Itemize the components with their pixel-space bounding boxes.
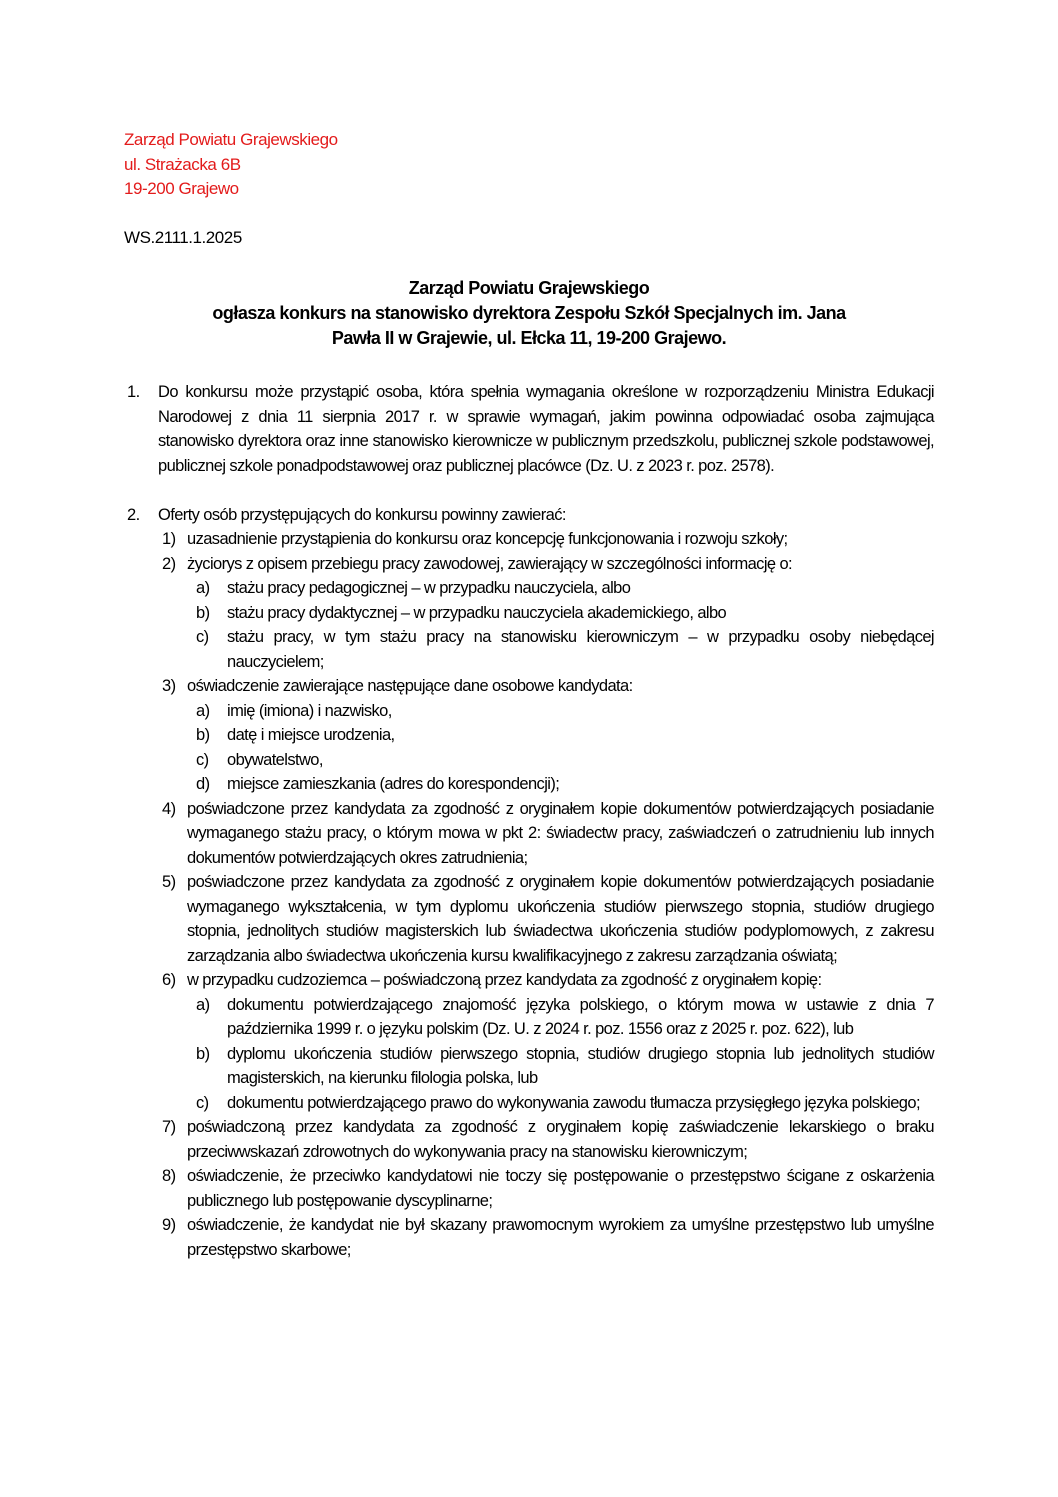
- subitem-text: obywatelstwo,: [227, 750, 323, 769]
- item-text: oświadczenie, że przeciwko kandydatowi nie toczy się postępowanie o przestępstwo ścigane z oskarżenia publicznego lub postępowanie dyscyplinarne;: [187, 1167, 934, 1210]
- item-number: 3): [162, 677, 176, 695]
- subitem-text: stażu pracy pedagogicznej – w przypadku nauczyciela, albo: [227, 579, 631, 597]
- subitem-text: stażu pracy, w tym stażu pracy na stanowisku kierowniczym – w przypadku osoby niebędącej nauczycielem;: [227, 628, 934, 671]
- subitem-letter: c): [196, 750, 209, 769]
- title-line: ogłasza konkurs na stanowisko dyrektora Zespołu Szkół Specjalnych im. Jana: [212, 303, 846, 323]
- requirement-item: [158, 1164, 934, 1213]
- requirement-subitem: [187, 1091, 934, 1116]
- item-number: 6): [162, 971, 176, 989]
- item-text: poświadczone przez kandydata za zgodność z oryginałem kopie dokumentów potwierdzających posiadanie wymaganego wykształcenia, w tym dyplomu ukończenia studiów pierwszego stopnia, studiów drugiego stopnia, jednolitych studiów magisterskich lub świadectwa ukończenia studiów podyplomowych, z zakresu zarządzania albo świadectwa ukończenia kursu kwalifikacyjnego z zakresu zarządzania oświatą;: [187, 873, 934, 965]
- requirement-subitem: [187, 723, 934, 748]
- item-number: 9): [162, 1216, 176, 1234]
- requirement-item: [158, 552, 934, 577]
- subitem-letter: a): [196, 701, 210, 720]
- reference-number: WS.2111.1.2025: [124, 228, 242, 247]
- subitem-text: imię (imiona) i nazwisko,: [227, 701, 392, 720]
- subitem-letter: b): [196, 726, 210, 744]
- item-number: 1): [162, 530, 176, 548]
- requirement-item: [158, 968, 934, 993]
- document-body: [124, 380, 934, 1262]
- section-2: [124, 503, 934, 528]
- requirement-item: [158, 674, 934, 699]
- subitem-text: dokumentu potwierdzającego prawo do wykonywania zawodu tłumacza przysięgłego języka polskiego;: [227, 1093, 920, 1112]
- requirement-subitem: [187, 993, 934, 1042]
- requirement-subitem: [187, 772, 934, 797]
- title-line: Pawła II w Grajewie, ul. Ełcka 11, 19-200 Grajewo.: [331, 328, 727, 348]
- item-text: oświadczenie zawierające następujące dane osobowe kandydata:: [187, 677, 633, 695]
- subitem-text: miejsce zamieszkania (adres do korespondencji);: [227, 775, 560, 793]
- sender-address-block: [124, 128, 338, 202]
- subitem-letter: a): [196, 995, 210, 1014]
- requirement-item: [158, 1115, 934, 1164]
- section-1: [124, 380, 934, 478]
- subitem-letter: c): [196, 628, 209, 646]
- requirement-subitem: [187, 748, 934, 773]
- requirement-item: [158, 1213, 934, 1262]
- subitem-text: stażu pracy dydaktycznej – w przypadku nauczyciela akademickiego, albo: [227, 603, 727, 622]
- sender-city: 19-200 Grajewo: [124, 179, 239, 198]
- item-number: 4): [162, 799, 176, 818]
- requirement-subitem: [187, 625, 934, 674]
- title-line: Zarząd Powiatu Grajewskiego: [408, 278, 650, 298]
- item-number: 8): [162, 1167, 176, 1185]
- sender-name: Zarząd Powiatu Grajewskiego: [124, 130, 338, 149]
- item-text: poświadczoną przez kandydata za zgodność z oryginałem kopię zaświadczenie lekarskiego o braku przeciwwskazań zdrowotnych do wykonywania pracy na stanowisku kierowniczym;: [187, 1118, 934, 1161]
- sender-street: ul. Strażacka 6B: [124, 154, 241, 174]
- section-number: 1.: [127, 383, 140, 401]
- item-number: 7): [162, 1118, 176, 1136]
- requirement-subitem: [187, 1042, 934, 1091]
- document-title: [124, 276, 934, 351]
- requirement-subitem: [187, 576, 934, 601]
- requirement-item: [158, 870, 934, 968]
- item-text: oświadczenie, że kandydat nie był skazany prawomocnym wyrokiem za umyślne przestępstwo lub umyślne przestępstwo skarbowe;: [187, 1216, 934, 1259]
- requirement-item: [158, 527, 934, 552]
- item-text: poświadczone przez kandydata za zgodność z oryginałem kopie dokumentów potwierdzających posiadanie wymaganego stażu pracy, o którym mowa w pkt 2: świadectw pracy, zaświadczeń o zatrudnieniu lub innych dokumentów potwierdzających okres zatrudnienia;: [187, 799, 934, 867]
- requirement-subitem: [187, 699, 934, 724]
- section-text: Do konkursu może przystąpić osoba, która spełnia wymagania określone w rozporządzeniu Ministra Edukacji Narodowej z dnia 11 sierpnia 2017 r. w sprawie wymagań, jakim powinna odpowiadać osoba zajmująca stanowisko dyrektora oraz inne stanowisko kierownicze w publicznym przedszkolu, publicznej szkole podstawowej, publicznej szkole ponadpodstawowej oraz publicznej placówce (Dz. U. z 2023 r. poz. 2578).: [158, 383, 934, 475]
- section-text: Oferty osób przystępujących do konkursu powinny zawierać:: [158, 505, 566, 524]
- item-text: życiorys z opisem przebiegu pracy zawodowej, zawierający w szczególności informację o:: [187, 554, 793, 573]
- subitem-letter: d): [196, 775, 210, 793]
- subitem-letter: b): [196, 1044, 210, 1063]
- subitem-letter: c): [196, 1093, 209, 1112]
- requirement-item: [158, 797, 934, 871]
- subitem-letter: a): [196, 579, 210, 597]
- item-text: uzasadnienie przystąpienia do konkursu oraz koncepcję funkcjonowania i rozwoju szkoły;: [187, 530, 788, 548]
- subitem-text: dyplomu ukończenia studiów pierwszego stopnia, studiów drugiego stopnia lub jednolitych studiów magisterskich, na kierunku filologia polska, lub: [227, 1044, 934, 1087]
- subitem-text: dokumentu potwierdzającego znajomość języka polskiego, o którym mowa w ustawie z dnia 7 października 1999 r. o języku polskim (Dz. U. z 2024 r. poz. 1556 oraz z 2025 r. poz. 622), lub: [227, 995, 934, 1038]
- item-number: 2): [162, 554, 176, 573]
- requirement-subitem: [187, 601, 934, 626]
- item-text: w przypadku cudzoziemca – poświadczoną przez kandydata za zgodność z oryginałem kopię:: [187, 971, 822, 989]
- item-number: 5): [162, 873, 176, 891]
- subitem-letter: b): [196, 603, 210, 622]
- section-number: 2.: [127, 505, 140, 524]
- subitem-text: datę i miejsce urodzenia,: [227, 726, 395, 744]
